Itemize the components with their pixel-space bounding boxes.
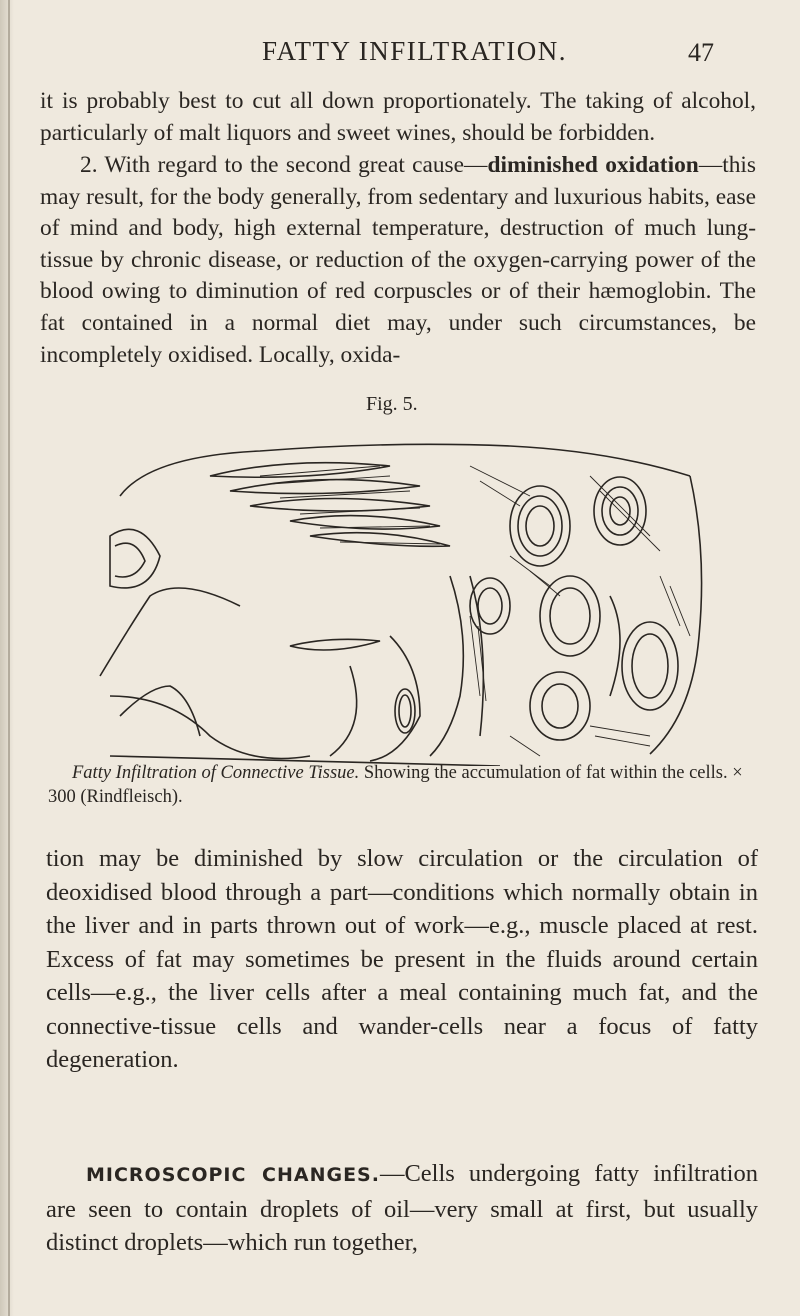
figure-caption-italic: Fatty Infiltration of Connective Tissue. xyxy=(72,763,360,783)
running-title: FATTY INFILTRATION. xyxy=(262,36,567,66)
paragraph-2-number: 2. xyxy=(80,152,98,178)
paragraph-2-text-before: With regard to the second great cause— xyxy=(104,152,488,178)
paragraph-4 xyxy=(46,1157,758,1260)
figure-caption xyxy=(48,761,768,809)
page-edge-line xyxy=(8,0,10,1316)
page-number: 47 xyxy=(688,38,714,67)
paragraph-2 xyxy=(40,150,756,371)
figure-caption-rest: Showing the accumulation of fat within the cells. × 300 (Rindfleisch). xyxy=(48,763,743,807)
paragraph-3: tion may be diminished by slow circulation or the circulation of deoxidised blood through a part—conditions which normally obtain in the liver and in parts thrown out of work—e.g., muscle placed at rest. Excess of fat may sometimes be present in the fluids around certain cells—e.g., the liver cells after a meal containing much fat, and the connective-tissue cells and wander-cells near a focus of fatty degeneration. xyxy=(46,845,758,1073)
page-edge-shadow xyxy=(0,0,14,1316)
paragraph-1: it is probably best to cut all down proportionately. The taking of alcohol, particularly of malt liquors and sweet wines, should be forbidden. xyxy=(40,88,756,146)
paragraph-2-text-after: —this may result, for the body generally, from sedentary and luxurious habits, ease of mind and body, high external temperature, destruction of much lung-tissue by chronic disease, or reduction of the oxygen-carrying power of the blood owing to diminution of red corpuscles or of their hæmoglobin. The fat contained in a normal diet may, under such circumstances, be incompletely oxidised. Locally, oxida- xyxy=(40,152,756,368)
running-head xyxy=(0,36,800,76)
paragraph-2-bold-term: diminished oxidation xyxy=(487,152,699,178)
figure-illustration xyxy=(90,436,710,766)
paragraph-4-text: —Cells undergoing fatty infiltration are seen to contain droplets of oil—very small at first, but usually distinct droplets—which run together, xyxy=(46,1160,758,1256)
section-heading: MICROSCOPIC CHANGES. xyxy=(86,1164,380,1186)
figure-label: Fig. 5. xyxy=(366,393,418,415)
